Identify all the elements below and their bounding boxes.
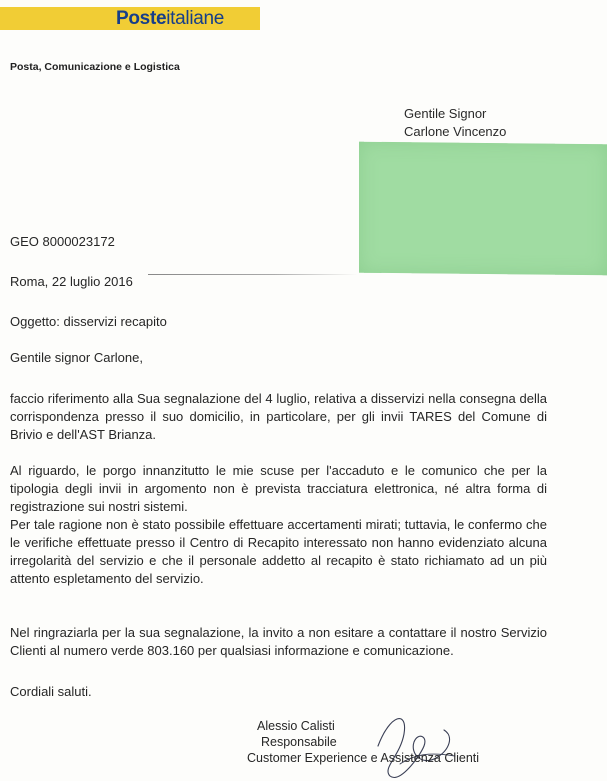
recipient-name: Carlone Vincenzo bbox=[404, 124, 507, 139]
body-paragraph-2: Al riguardo, le porgo innanzitutto le mie scuse per l'accaduto e le comunico che per la tipologia degli invii in argomento non è prevista tracciatura elettronica, né altra forma di registrazione sui nostri sistemi. bbox=[10, 463, 547, 514]
letter-closing: Cordiali saluti. bbox=[10, 684, 92, 699]
recipient-block bbox=[404, 105, 506, 141]
body-paragraph-3: Per tale ragione non è stato possibile effettuare accertamenti mirati; tuttavia, le confermo che le verifiche effettuate presso il Centro di Recapito interessato non hanno evidenziato alcuna irregolarità del servizio e che il personale addetto al recapito è stato richiamato ad un più attento espletamento del servizio. bbox=[10, 517, 547, 586]
body-paragraph-4: Nel ringraziarla per la sua segnalazione, la invito a non esitare a contattare il nostro Servizio Clienti al numero verde 803.160 per qualsiasi informazione e comunicazione. bbox=[10, 625, 547, 658]
date-underline bbox=[148, 274, 358, 275]
recipient-salutation: Gentile Signor bbox=[404, 106, 487, 121]
body-paragraph-1: faccio riferimento alla Sua segnalazione del 4 luglio, relativa a disservizi nella consegna della corrispondenza presso il suo domicilio, in particolare, per gli invii TARES del Comune di Brivio e dell'AST Brianza. bbox=[10, 391, 547, 442]
signer-name: Alessio Calisti bbox=[257, 719, 335, 733]
letter-subject: Oggetto: disservizi recapito bbox=[10, 314, 167, 329]
redacted-address bbox=[359, 142, 607, 276]
letter-greeting: Gentile signor Carlone, bbox=[10, 350, 143, 365]
logo-brand-bold: Poste bbox=[116, 8, 167, 29]
letter-date: Roma, 22 luglio 2016 bbox=[10, 274, 133, 289]
signer-role: Responsabile bbox=[261, 735, 337, 749]
signer-department: Customer Experience e Assistenza Clienti bbox=[247, 751, 480, 765]
reference-number: GEO 8000023172 bbox=[10, 234, 115, 249]
posteitaliane-logo bbox=[116, 7, 224, 30]
division-heading: Posta, Comunicazione e Logistica bbox=[10, 61, 180, 73]
logo-brand-light: italiane bbox=[166, 8, 225, 29]
handwritten-signature bbox=[360, 706, 490, 781]
